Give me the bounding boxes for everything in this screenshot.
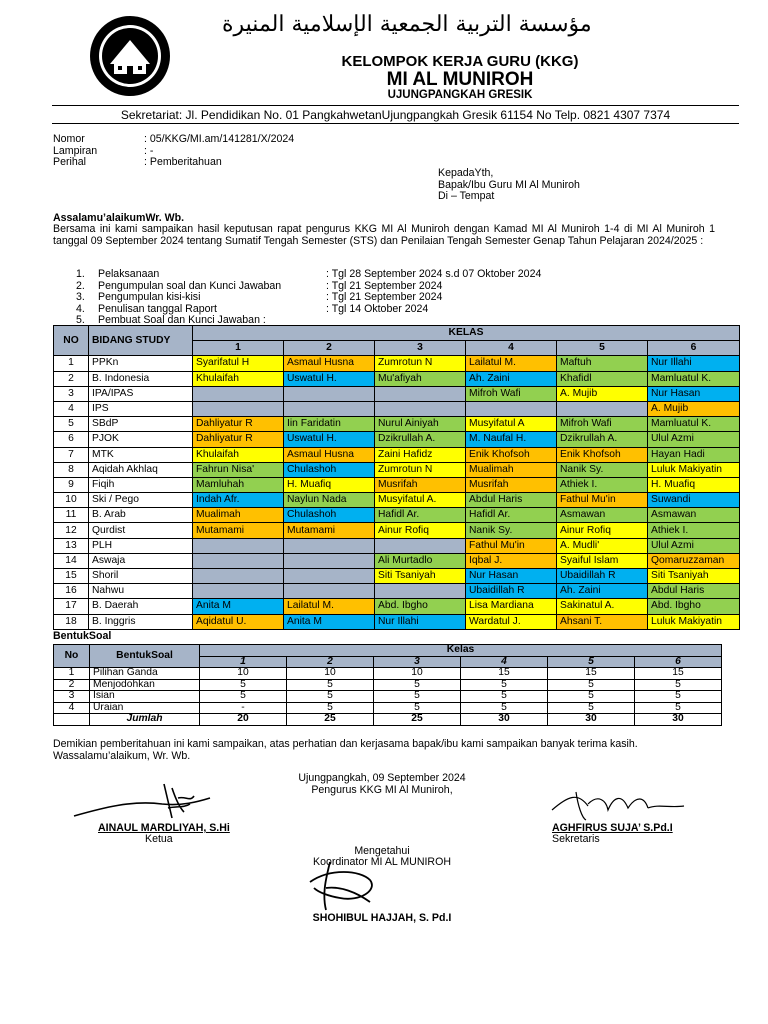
teacher-cell: Indah Afr. <box>193 493 284 508</box>
teacher-cell: Uswatul H. <box>284 432 375 447</box>
row-number: 1 <box>54 668 90 680</box>
teacher-assignment-table <box>53 325 740 630</box>
teacher-cell: Syarifatul H <box>193 356 284 371</box>
teacher-cell <box>193 538 284 553</box>
row-number: 17 <box>54 599 89 614</box>
teacher-cell <box>375 386 466 401</box>
count-cell: 15 <box>635 668 722 680</box>
secretariat-address: Sekretariat: Jl. Pendidikan No. 01 PangkahwetanUjungpangkah Gresik 61154 No Telp. 0821 4307 7374 <box>120 108 671 122</box>
teacher-cell: Uswatul H. <box>284 371 375 386</box>
subject-name: SBdP <box>89 417 193 432</box>
foundation-logo <box>88 14 172 98</box>
table-row <box>54 679 722 691</box>
total-cell: 30 <box>635 714 722 726</box>
teacher-cell: Mamluatul K. <box>648 417 740 432</box>
table-row <box>54 553 740 568</box>
subject-name: IPA/IPAS <box>89 386 193 401</box>
row-number: 3 <box>54 386 89 401</box>
row-number: 8 <box>54 462 89 477</box>
teacher-cell <box>193 401 284 416</box>
col-header-subject: BIDANG STUDY <box>89 326 193 356</box>
class-header-3: 3 <box>374 656 461 668</box>
class-header-1: 1 <box>200 656 287 668</box>
coordinator-title: Koordinator MI AL MUNIROH <box>313 856 451 868</box>
subject-name: B. Inggris <box>89 614 193 629</box>
signer-right-role: Sekretaris <box>552 833 600 845</box>
teacher-cell <box>375 401 466 416</box>
table-row <box>54 462 740 477</box>
table-row <box>54 417 740 432</box>
row-number: 13 <box>54 538 89 553</box>
col-header-bentuk: BentukSoal <box>90 645 200 668</box>
row-number: 2 <box>54 371 89 386</box>
total-label: Jumlah <box>90 714 200 726</box>
teacher-cell: Ubaidillah R <box>557 569 648 584</box>
row-number: 14 <box>54 553 89 568</box>
teacher-cell: Hafidl Ar. <box>466 508 557 523</box>
row-number: 5 <box>54 417 89 432</box>
signature-center <box>300 858 390 919</box>
table-row <box>54 386 740 401</box>
count-cell: 5 <box>200 679 287 691</box>
row-number: 16 <box>54 584 89 599</box>
row-number: 4 <box>54 702 90 714</box>
subject-name: Nahwu <box>89 584 193 599</box>
teacher-cell: Asmaul Husna <box>284 447 375 462</box>
teacher-cell: Dahliyatur R <box>193 432 284 447</box>
teacher-cell <box>284 584 375 599</box>
teacher-cell <box>193 584 284 599</box>
teacher-cell: Mifroh Wafi <box>557 417 648 432</box>
count-cell: 5 <box>548 702 635 714</box>
teacher-cell: Siti Tsaniyah <box>375 569 466 584</box>
total-cell: 25 <box>287 714 374 726</box>
table-row <box>54 447 740 462</box>
header-divider-top <box>52 105 739 106</box>
table-row <box>54 477 740 492</box>
format-label: Pilihan Ganda <box>90 668 200 680</box>
teacher-cell: Dzikrullah A. <box>375 432 466 447</box>
class-header-5: 5 <box>548 656 635 668</box>
count-cell: 15 <box>548 668 635 680</box>
teacher-cell: Luluk Makiyatin <box>648 614 740 629</box>
teacher-cell: Ainur Rofiq <box>557 523 648 538</box>
teacher-cell: Khulaifah <box>193 447 284 462</box>
class-header-6: 6 <box>648 341 740 356</box>
teacher-cell: Wardatul J. <box>466 614 557 629</box>
greeting: Assalamu’alaikumWr. Wb. <box>53 212 185 224</box>
subject-name: IPS <box>89 401 193 416</box>
count-cell: 5 <box>548 679 635 691</box>
teacher-cell: Luluk Makiyatin <box>648 462 740 477</box>
subject-name: B. Daerah <box>89 599 193 614</box>
closing-salutation: Wassalamu’alaikum, Wr. Wb. <box>53 750 191 762</box>
teacher-cell: Ah. Zaini <box>466 371 557 386</box>
teacher-cell: Mamluatul K. <box>648 371 740 386</box>
class-header-4: 4 <box>461 656 548 668</box>
count-cell: 5 <box>635 679 722 691</box>
count-cell: 5 <box>374 702 461 714</box>
teacher-cell: Sakinatul A. <box>557 599 648 614</box>
meta-label: Nomor <box>53 133 85 145</box>
teacher-cell: Zumrotun N <box>375 356 466 371</box>
schedule-item: 5. Pembuat Soal dan Kunci Jawaban : <box>76 314 266 326</box>
format-label: Isian <box>90 691 200 703</box>
class-header-5: 5 <box>557 341 648 356</box>
teacher-cell: Nanik Sy. <box>466 523 557 538</box>
teacher-cell: A. Mujib <box>648 401 740 416</box>
total-cell: 30 <box>461 714 548 726</box>
class-header-6: 6 <box>635 656 722 668</box>
teacher-cell <box>284 553 375 568</box>
subject-name: Ski / Pego <box>89 493 193 508</box>
count-cell: 5 <box>461 702 548 714</box>
subject-name: Qurdist <box>89 523 193 538</box>
teacher-cell: Ubaidillah R <box>466 584 557 599</box>
total-cell: 25 <box>374 714 461 726</box>
teacher-cell: Asmawan <box>557 508 648 523</box>
row-number: 2 <box>54 679 90 691</box>
teacher-cell: Zaini Hafidz <box>375 447 466 462</box>
teacher-cell: Chulashoh <box>284 508 375 523</box>
teacher-cell <box>193 386 284 401</box>
meta-label: Lampiran <box>53 144 98 157</box>
teacher-cell: Musrifah <box>466 477 557 492</box>
recipient-line: KepadaYth, <box>438 167 494 179</box>
total-cell: 30 <box>548 714 635 726</box>
row-number: 6 <box>54 432 89 447</box>
teacher-cell: Nur Hasan <box>466 569 557 584</box>
teacher-cell: Fathul Mu'in <box>557 493 648 508</box>
meta-value: : - <box>144 144 154 157</box>
teacher-cell: Zumrotun N <box>375 462 466 477</box>
teacher-cell: A. Mudli' <box>557 538 648 553</box>
teacher-cell: Dzikrullah A. <box>557 432 648 447</box>
signer-left-name: AINAUL MARDLIYAH, S.Hi <box>98 822 230 834</box>
signer-left-role: Ketua <box>145 833 173 845</box>
class-header-2: 2 <box>284 341 375 356</box>
teacher-cell: Mifroh Wafi <box>466 386 557 401</box>
count-cell: 5 <box>635 702 722 714</box>
teacher-cell: Asmawan <box>648 508 740 523</box>
teacher-cell: Abd. Ibgho <box>375 599 466 614</box>
count-cell: 5 <box>461 679 548 691</box>
teacher-cell: Anita M <box>284 614 375 629</box>
teacher-cell: Mualimah <box>193 508 284 523</box>
table-row <box>54 614 740 629</box>
teacher-cell <box>375 584 466 599</box>
teacher-cell: Ulul Azmi <box>648 538 740 553</box>
count-cell: 5 <box>287 702 374 714</box>
teacher-cell <box>466 401 557 416</box>
teacher-cell: Abd. Ibgho <box>648 599 740 614</box>
count-cell: 5 <box>374 679 461 691</box>
table-row <box>54 523 740 538</box>
format-label: Uraian <box>90 702 200 714</box>
teacher-cell: Musyifatul A <box>466 417 557 432</box>
meta-value: : 05/KKG/MI.am/141281/X/2024 <box>144 133 295 145</box>
row-number: 18 <box>54 614 89 629</box>
teacher-cell: Enik Khofsoh <box>466 447 557 462</box>
teacher-cell: Syaiful Islam <box>557 553 648 568</box>
intro-paragraph: Bersama ini kami sampaikan hasil keputusan rapat pengurus KKG MI Al Muniroh dengan Kamad MI Al Muniroh 1-4 di MI Al Muniroh 1 tanggal 09 September 2024 tentang Sumatif Tengah Semester (STS) dan Penilaian Tengah Semester Genap Tahun Pelajaran 2024/2025 : <box>53 223 715 247</box>
subject-name: PPKn <box>89 356 193 371</box>
arabic-foundation-name: مؤسسة التربية الجمعية الإسلامية المنيرة <box>222 12 592 37</box>
teacher-cell: Ulul Azmi <box>648 432 740 447</box>
count-cell: - <box>200 702 287 714</box>
row-number: 15 <box>54 569 89 584</box>
recipient-line: Di – Tempat <box>438 190 495 202</box>
table-row <box>54 538 740 553</box>
count-cell: 5 <box>200 691 287 703</box>
teacher-cell: Musrifah <box>375 477 466 492</box>
subject-name: Fiqih <box>89 477 193 492</box>
total-cell: 20 <box>200 714 287 726</box>
teacher-cell: Athiek I. <box>648 523 740 538</box>
teacher-cell: Lailatul M. <box>466 356 557 371</box>
subject-name: Shoril <box>89 569 193 584</box>
teacher-cell: Khulaifah <box>193 371 284 386</box>
table-row <box>54 401 740 416</box>
teacher-cell: Mutamami <box>193 523 284 538</box>
table-row <box>54 599 740 614</box>
teacher-cell: Athiek I. <box>557 477 648 492</box>
meta-label: Perihal <box>53 156 86 168</box>
table-row <box>54 691 722 703</box>
teacher-cell: H. Muafiq <box>648 477 740 492</box>
count-cell: 10 <box>200 668 287 680</box>
class-header-2: 2 <box>287 656 374 668</box>
teacher-cell: Mualimah <box>466 462 557 477</box>
count-cell: 5 <box>548 691 635 703</box>
school-location: UJUNGPANGKAH GRESIK <box>387 89 533 101</box>
teacher-cell: Anita M <box>193 599 284 614</box>
signer-right-name: AGHFIRUS SUJA’ S.Pd.I <box>552 822 673 834</box>
table-row <box>54 356 740 371</box>
teacher-cell: M. Naufal H. <box>466 432 557 447</box>
header-divider-bottom <box>52 123 739 124</box>
schedule-item: 1. Pelaksanaan : Tgl 28 September 2024 s.d 07 Oktober 2024 <box>76 268 542 280</box>
schedule-item: 4. Penulisan tanggal Raport : Tgl 14 Oktober 2024 <box>76 302 429 315</box>
total-row <box>54 714 722 726</box>
meta-value: : Pemberitahuan <box>144 156 222 168</box>
count-cell: 5 <box>374 691 461 703</box>
teacher-cell: Mu'afiyah <box>375 371 466 386</box>
row-number: 4 <box>54 401 89 416</box>
teacher-cell: Siti Tsaniyah <box>648 569 740 584</box>
teacher-cell: Hafidl Ar. <box>375 508 466 523</box>
table-row <box>54 508 740 523</box>
class-header-1: 1 <box>193 341 284 356</box>
teacher-cell: Enik Khofsoh <box>557 447 648 462</box>
teacher-cell: A. Mujib <box>557 386 648 401</box>
teacher-cell: H. Muafiq <box>284 477 375 492</box>
recipient-line: Bapak/Ibu Guru MI Al Muniroh <box>438 178 580 191</box>
teacher-cell <box>284 538 375 553</box>
teacher-cell <box>375 538 466 553</box>
table-row <box>54 493 740 508</box>
row-number: 10 <box>54 493 89 508</box>
teacher-cell: Lisa Mardiana <box>466 599 557 614</box>
teacher-cell: Ainur Rofiq <box>375 523 466 538</box>
teacher-cell: Ah. Zaini <box>557 584 648 599</box>
subject-name: B. Arab <box>89 508 193 523</box>
table-row <box>54 371 740 386</box>
count-cell: 15 <box>461 668 548 680</box>
teacher-cell: Nur Illahi <box>375 614 466 629</box>
teacher-cell: Dahliyatur R <box>193 417 284 432</box>
col-header-kelas: KELAS <box>193 326 740 341</box>
col-header-no: NO <box>54 326 89 356</box>
schedule-item: 2. Pengumpulan soal dan Kunci Jawaban : Tgl 21 September 2024 <box>76 279 443 292</box>
recipient-block <box>438 168 580 203</box>
subject-name: MTK <box>89 447 193 462</box>
col-header-no: No <box>54 645 90 668</box>
board-name: Pengurus KKG MI Al Muniroh, <box>311 784 453 796</box>
teacher-cell <box>557 401 648 416</box>
teacher-cell <box>284 569 375 584</box>
row-number: 1 <box>54 356 89 371</box>
subject-name: Aswaja <box>89 553 193 568</box>
count-cell: 5 <box>635 691 722 703</box>
teacher-cell: Nur Hasan <box>648 386 740 401</box>
row-number: 9 <box>54 477 89 492</box>
schedule-list <box>76 269 541 327</box>
teacher-cell <box>284 386 375 401</box>
teacher-cell: Musyifatul A. <box>375 493 466 508</box>
teacher-cell: Nur Illahi <box>648 356 740 371</box>
row-number: 7 <box>54 447 89 462</box>
teacher-cell: Mamluhah <box>193 477 284 492</box>
table-row <box>54 569 740 584</box>
header-title: KELOMPOK KERJA GURU (KKG) <box>341 53 579 70</box>
school-name: MI AL MUNIROH <box>386 69 534 90</box>
schedule-item: 3. Pengumpulan kisi-kisi : Tgl 21 September 2024 <box>76 291 443 303</box>
format-label: Menjodohkan <box>90 679 200 691</box>
subject-name: PJOK <box>89 432 193 447</box>
teacher-cell: Iin Faridatin <box>284 417 375 432</box>
knowing-label: Mengetahui <box>354 845 410 857</box>
teacher-cell: Aqidatul U. <box>193 614 284 629</box>
table-row <box>54 668 722 680</box>
bentuk-soal-title: BentukSoal <box>53 630 112 642</box>
teacher-cell <box>193 553 284 568</box>
table-row <box>54 584 740 599</box>
teacher-cell: Abdul Haris <box>648 584 740 599</box>
teacher-cell <box>193 569 284 584</box>
subject-name: B. Indonesia <box>89 371 193 386</box>
closing-line: Demikian pemberitahuan ini kami sampaikan, atas perhatian dan kerjasama bapak/ibu kami sampaikan banyak terima kasih. <box>53 738 638 750</box>
count-cell: 5 <box>287 691 374 703</box>
question-format-table <box>53 644 722 726</box>
teacher-cell: Asmaul Husna <box>284 356 375 371</box>
total-spacer <box>54 714 90 726</box>
place-date: Ujungpangkah, 09 September 2024 <box>298 772 466 784</box>
class-header-4: 4 <box>466 341 557 356</box>
teacher-cell: Ali Murtadlo <box>375 553 466 568</box>
teacher-cell: Fathul Mu'in <box>466 538 557 553</box>
teacher-cell: Iqbal J. <box>466 553 557 568</box>
count-cell: 5 <box>461 691 548 703</box>
table-row <box>54 432 740 447</box>
subject-name: Aqidah Akhlaq <box>89 462 193 477</box>
teacher-cell: Ahsani T. <box>557 614 648 629</box>
teacher-cell: Maftuh <box>557 356 648 371</box>
teacher-cell: Chulashoh <box>284 462 375 477</box>
count-cell: 10 <box>287 668 374 680</box>
row-number: 12 <box>54 523 89 538</box>
teacher-cell: Fahrun Nisa' <box>193 462 284 477</box>
row-number: 3 <box>54 691 90 703</box>
teacher-cell: Naylun Nada <box>284 493 375 508</box>
teacher-cell: Mutamami <box>284 523 375 538</box>
letter-meta <box>53 134 294 169</box>
count-cell: 10 <box>374 668 461 680</box>
teacher-cell: Nanik Sy. <box>557 462 648 477</box>
count-cell: 5 <box>287 679 374 691</box>
row-number: 11 <box>54 508 89 523</box>
teacher-cell: Suwandi <box>648 493 740 508</box>
teacher-cell: Lailatul M. <box>284 599 375 614</box>
teacher-cell: Khafidl <box>557 371 648 386</box>
teacher-cell <box>284 401 375 416</box>
subject-name: PLH <box>89 538 193 553</box>
teacher-cell: Nurul Ainiyah <box>375 417 466 432</box>
signer-center-name: SHOHIBUL HAJJAH, S. Pd.I <box>312 912 452 924</box>
teacher-cell: Qomaruzzaman <box>648 553 740 568</box>
teacher-cell: Abdul Haris <box>466 493 557 508</box>
teacher-cell: Hayan Hadi <box>648 447 740 462</box>
table-row <box>54 702 722 714</box>
col-header-kelas: Kelas <box>200 645 722 657</box>
class-header-3: 3 <box>375 341 466 356</box>
